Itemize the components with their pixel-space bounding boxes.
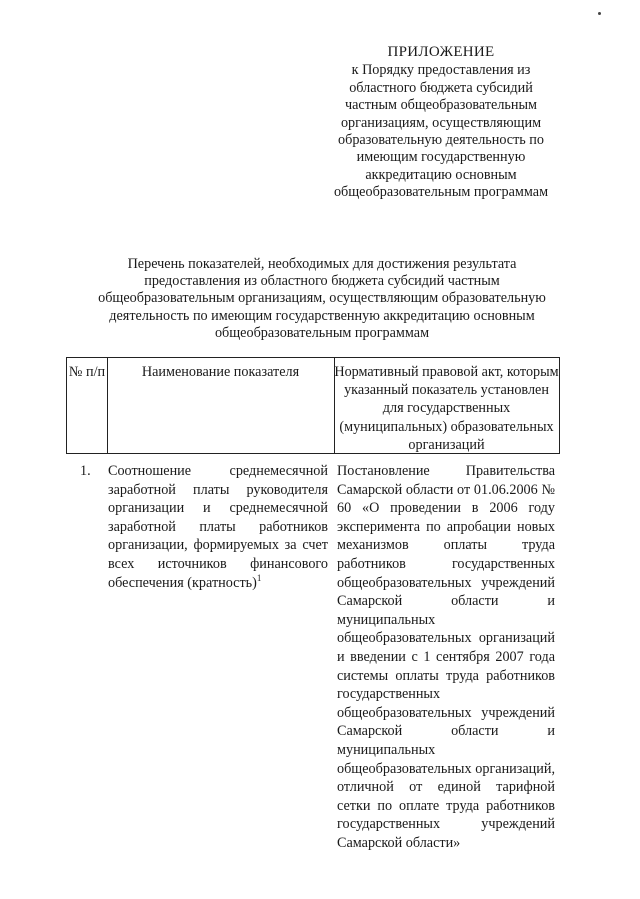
header-number: № п/п xyxy=(68,364,106,380)
appendix-subtitle: к Порядку предоставления из областного бюджета субсидий частным общеобразовательным организациям, осуществляющим образовательную деятельность по имеющим государственную аккредитацию основным общеобразовательным программам xyxy=(333,62,549,201)
row-legal-act: Постановление Правительства Самарской области от 01.06.2006 № 60 «О проведении в 2006 году эксперимента по апробации новых механизмов оплаты труда работников государственных общеобразовательных учреждений Самарской области и муниципальных общеобразовательных организаций и введении с 1 сентября 2007 года системы оплаты труда работников государственных общеобразовательных учреждений Самарской области и муниципальных общеобразовательных организаций, отличной от единой тарифной сетки по оплате труда работников государственных учреждений Самарской области» xyxy=(337,463,555,851)
row-number: 1. xyxy=(80,463,91,479)
appendix-title: ПРИЛОЖЕНИЕ xyxy=(387,44,495,60)
row-indicator xyxy=(108,462,328,592)
indicator-text: Соотношение среднемесячной заработной платы руководителя организации и среднемесячной заработной платы работников организации, формируемых за счет всех источников финансового обеспечения (кратность) xyxy=(108,463,328,591)
header-legal-act: Нормативный правовой акт, которым указанный показатель установлен для государственных (муниципальных) образовательных организаций xyxy=(334,364,559,453)
scan-speck xyxy=(598,12,601,15)
footnote-marker: 1 xyxy=(256,572,262,583)
header-indicator: Наименование показателя xyxy=(141,364,300,380)
appendix-block xyxy=(330,44,552,202)
document-heading: Перечень показателей, необходимых для достижения результата предоставления из областного бюджета субсидий частным общеобразовательным организациям, осуществляющим образовательную деятельность по имеющим государственную аккредитацию основным общеобразовательным программам xyxy=(98,256,546,341)
table-header xyxy=(66,357,560,454)
